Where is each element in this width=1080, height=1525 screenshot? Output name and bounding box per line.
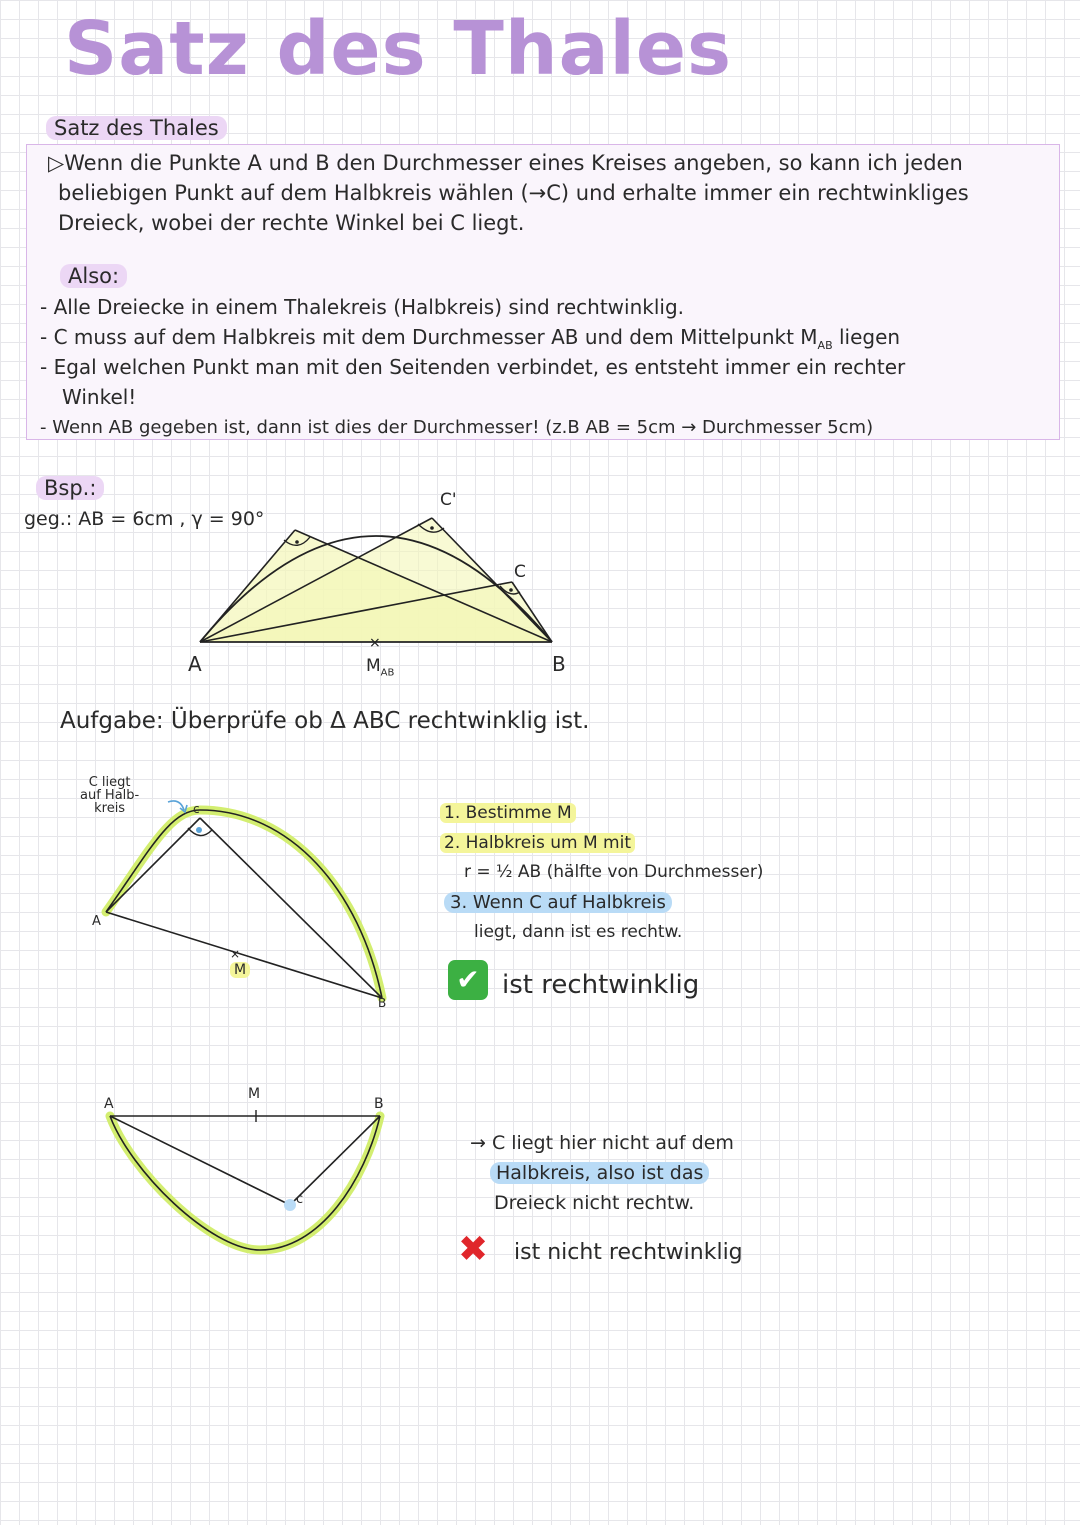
step-3-continued: liegt, dann ist es rechtw. [474,922,683,942]
statement-line-1: ▷Wenn die Punkte A und B den Durchmesser eines Kreises angeben, so kann ich jeden [48,151,963,175]
bullet-3-continued: Winkel! [62,385,137,409]
example-point-b: B [552,652,566,676]
example-label: Bsp.: [36,476,104,500]
task-note: C liegt auf Halb- kreis [80,775,140,816]
task-midpoint-cross: × [230,947,241,961]
second-figure-non-right-triangle [90,1100,400,1270]
step-3: 3. Wenn C auf Halbkreis [444,892,672,913]
second-point-c: c [296,1192,304,1207]
task-text: Aufgabe: Überprüfe ob Δ ABC rechtwinklig ist. [60,708,590,734]
result-not-right-angle: ist nicht rechtwinklig [514,1240,743,1265]
task-right-angle-dot [196,827,202,833]
section-heading: Satz des Thales [46,116,227,140]
task-point-b: B [378,996,387,1010]
bullet-1: - Alle Dreiecke in einem Thalekreis (Halbkreis) sind rechtwinklig. [40,295,684,319]
example-point-a: A [188,652,202,676]
midpoint-cross: × [369,635,381,651]
second-point-m: M [248,1086,261,1102]
second-point-c-marker [284,1199,296,1211]
task-point-a: A [92,914,101,929]
statement-line-2: beliebigen Punkt auf dem Halbkreis wählen (→C) und erhalte immer ein rechtwinkliges [58,181,969,205]
task-triangle-side-ab [106,912,382,998]
step-2-radius: r = ½ AB (hälfte von Durchmesser) [464,862,764,882]
bullet-3: - Egal welchen Punkt man mit den Seitenden verbindet, es entsteht immer ein rechter [40,355,906,379]
second-note: → C liegt hier nicht auf dem Halbkreis, also ist das Dreieck nicht rechtw. [470,1132,734,1214]
cross-icon: ✖ [458,1229,489,1270]
example-point-c: C [514,562,526,582]
result-right-angle: ist rechtwinklig [502,970,700,1000]
task-point-m: M [230,962,250,978]
example-point-c-prime: C' [440,490,457,510]
example-given: geg.: AB = 6cm , γ = 90° [24,508,265,530]
bullet-4: - Wenn AB gegeben ist, dann ist dies der Durchmesser! (z.B AB = 5cm → Durchmesser 5cm) [40,417,874,438]
example-point-m: $M_{AB}$ [366,656,395,679]
right-angle-dot-1 [295,540,299,544]
check-icon: ✔ [448,960,488,1000]
page-title: Satz des Thales [64,6,733,92]
step-2: 2. Halbkreis um M mit [440,833,635,853]
second-point-a: A [104,1096,114,1112]
statement-line-3: Dreieck, wobei der rechte Winkel bei C liegt. [58,211,525,235]
also-label: Also: [60,264,127,288]
bullet-2: - C muss auf dem Halbkreis mit dem Durchmesser AB und dem Mittelpunkt $M_{AB}$ liegen [40,325,901,352]
second-point-b: B [374,1096,384,1112]
step-1: 1. Bestimme M [440,803,576,823]
right-angle-dot-2 [430,526,434,530]
task-triangle-side-ac [106,818,200,912]
task-point-c: c [193,802,200,816]
task-figure-right-triangle [90,790,410,1020]
right-angle-dot-3 [509,588,513,592]
bullet-2-subscript: AB [817,339,833,352]
